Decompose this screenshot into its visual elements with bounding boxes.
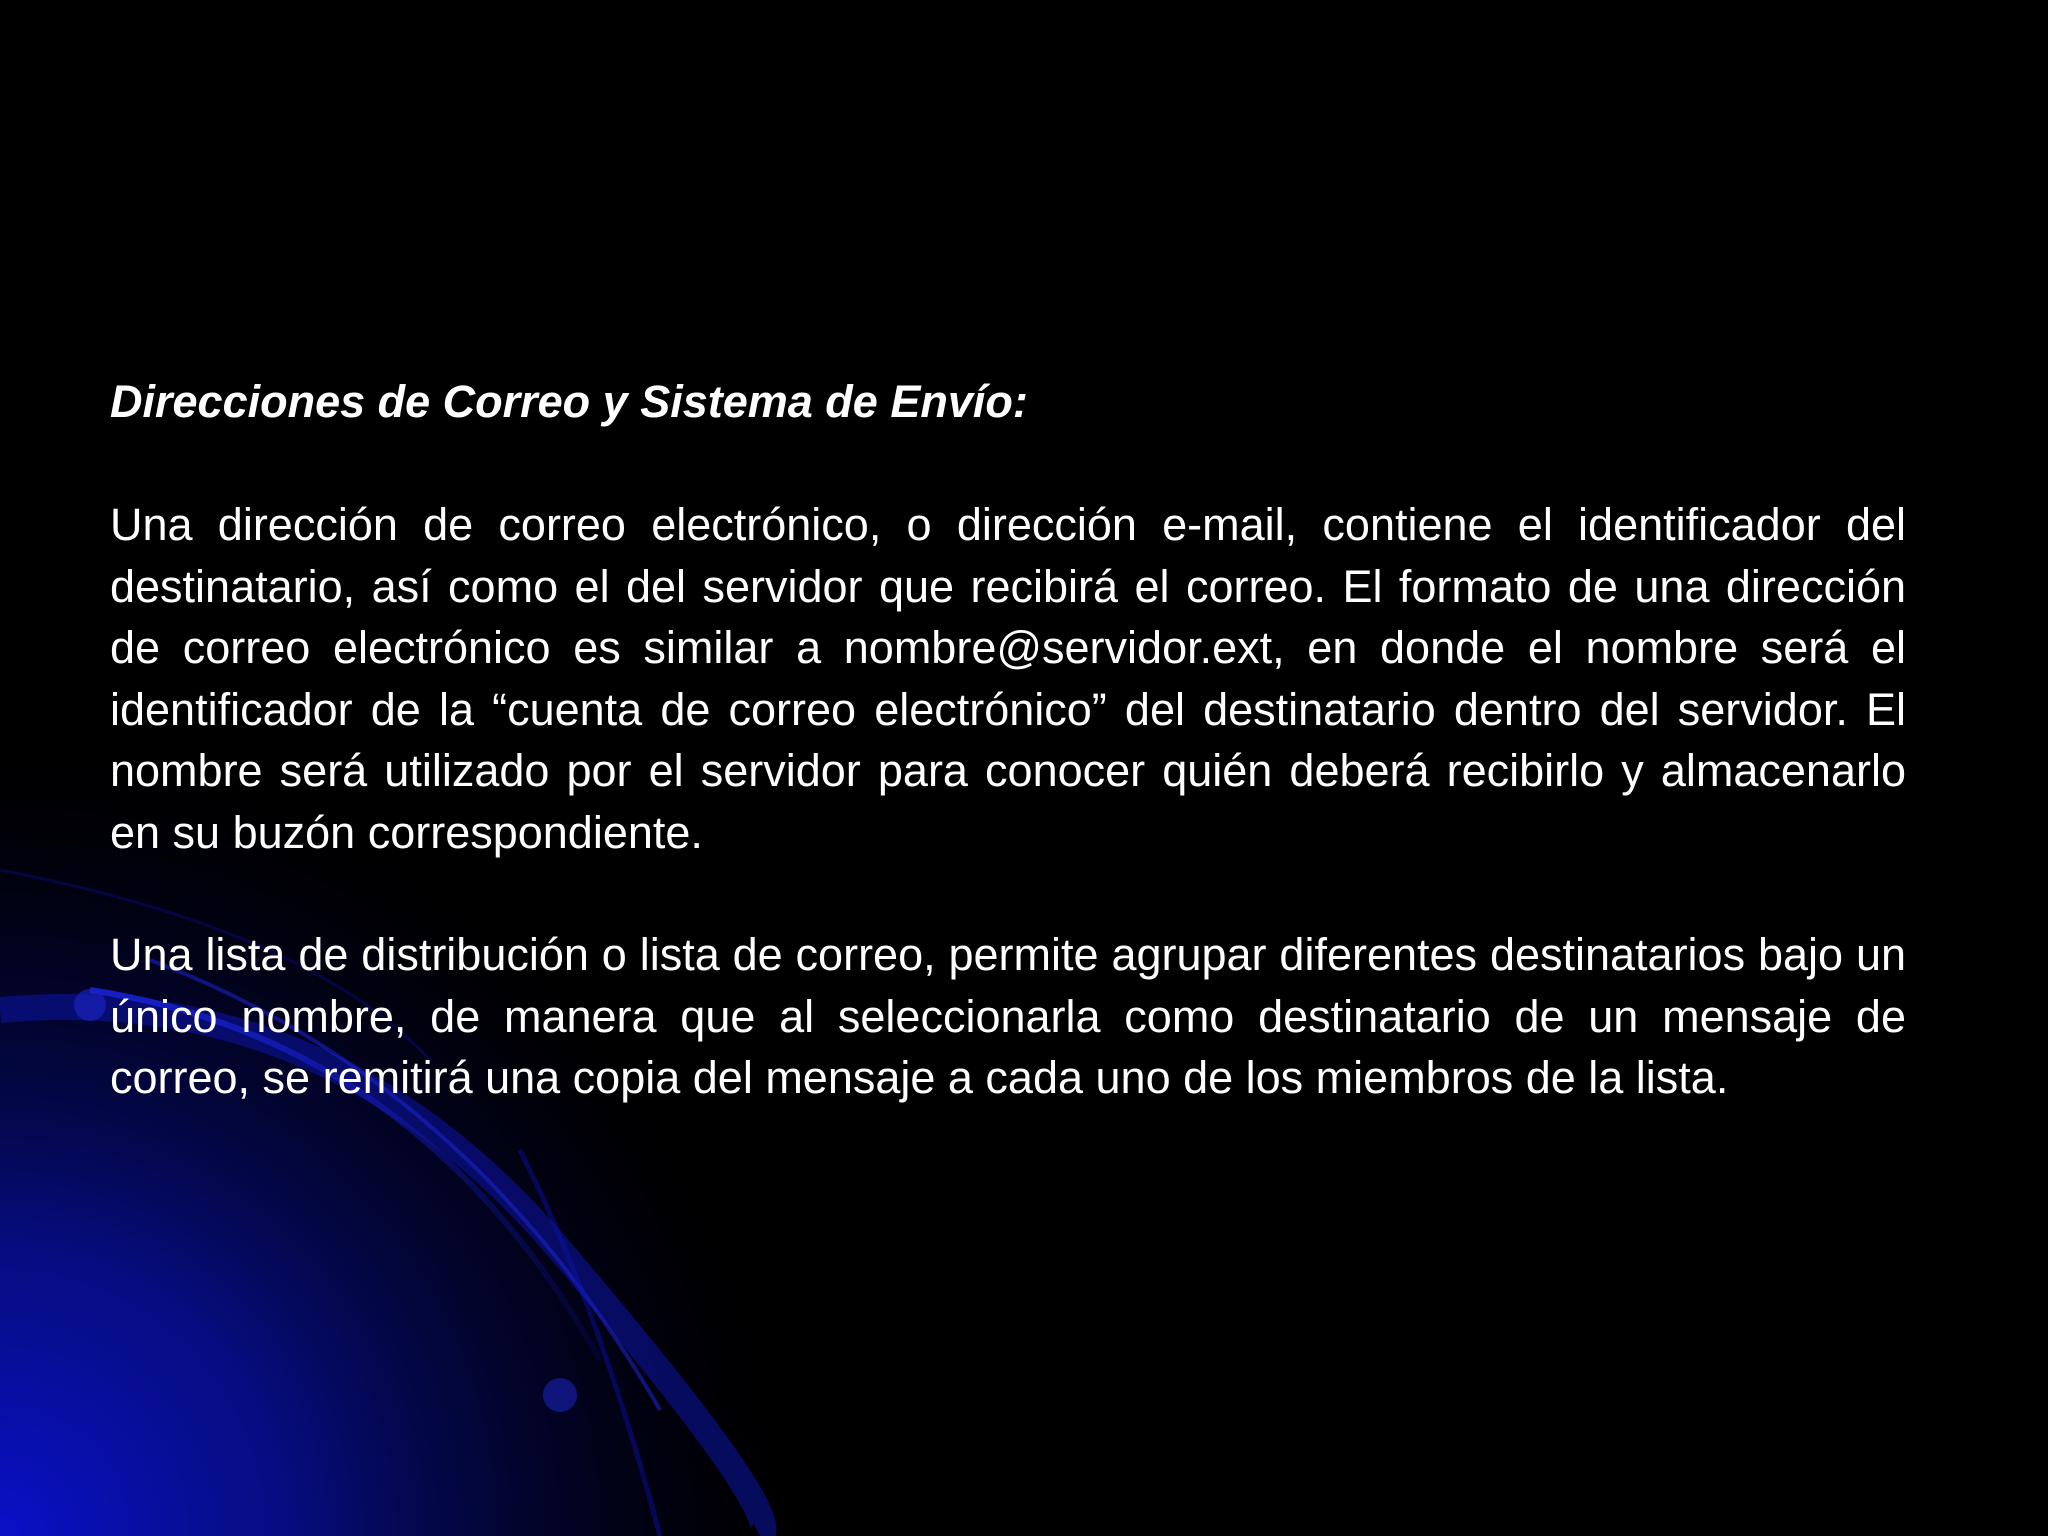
paragraph-email-address: Una dirección de correo electrónico, o dirección e-mail, contiene el identificador del destinatario, así como el del servidor que recibirá el correo. El formato de una dirección de correo electrónico es similar a nombre@servidor.ext, en donde el nombre será el identificador de la “cuenta de correo electrónico” del destinatario dentro del servidor. El nombre será utilizado por el servidor para conocer quién deberá recibirlo y almacenarlo en su buzón correspondiente. [110,499,1906,858]
slide-heading: Direcciones de Correo y Sistema de Envío: [110,376,1028,427]
slide-content [110,372,1906,1109]
paragraph-distribution-list: Una lista de distribución o lista de correo, permite agrupar diferentes destinatarios bajo un único nombre, de manera que al seleccionarla como destinatario de un mensaje de correo, se remitirá una copia del mensaje a cada uno de los miembros de la lista. [110,929,1906,1103]
